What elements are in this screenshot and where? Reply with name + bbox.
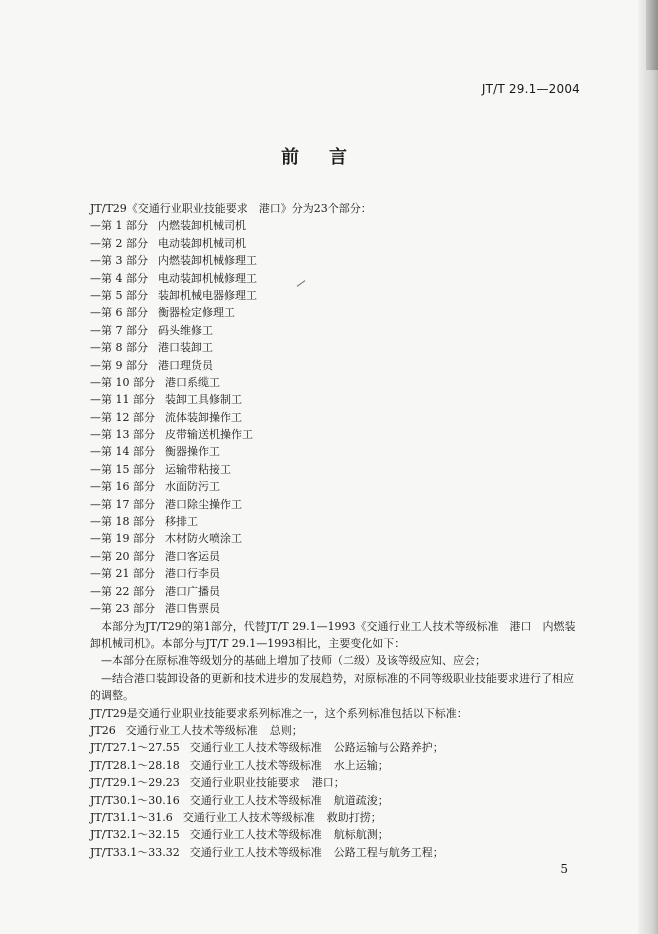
list-item	[90, 339, 580, 356]
scan-corner-shadow	[646, 0, 658, 70]
list-item	[90, 600, 580, 617]
standard-subject: 航标航测；	[333, 828, 389, 842]
standard-title: 交通行业工人技术等级标准	[189, 845, 322, 859]
list-item	[90, 548, 580, 565]
part-number: —第 21 部分	[90, 567, 155, 581]
standard-title: 交通行业职业技能要求	[189, 776, 300, 790]
list-item	[90, 287, 580, 304]
part-title: 皮带输送机操作工	[165, 428, 253, 442]
list-item	[90, 409, 580, 426]
part-number: —第 13 部分	[90, 428, 155, 442]
part-title: 运输带粘接工	[165, 462, 231, 476]
list-item	[90, 530, 580, 547]
standard-code: JT/T30.1～30.16	[90, 793, 180, 807]
part-number: —第 22 部分	[90, 584, 155, 598]
part-number: —第 11 部分	[90, 393, 155, 407]
part-number: —第 20 部分	[90, 549, 155, 563]
part-number: —第 16 部分	[90, 480, 155, 494]
standards-list	[90, 722, 580, 861]
scan-edge-shadow	[638, 0, 658, 934]
standard-code: JT/T33.1～33.32	[90, 845, 180, 859]
part-number: —第 17 部分	[90, 497, 155, 511]
list-item	[90, 270, 580, 287]
standard-subject: 公路工程与航务工程；	[333, 845, 444, 859]
standard-subject: 水上运输；	[333, 758, 389, 772]
replacement-paragraph: 本部分为JT/T29的第1部分，代替JT/T 29.1—1993《交通行业工人技术等级标准 港口 内燃装卸机械司机》。本部分与JT/T 29.1—1993相比，主要变化如下：	[90, 619, 576, 650]
list-item	[90, 757, 580, 774]
part-number: —第 6 部分	[90, 306, 148, 320]
page-title: 前言	[281, 147, 377, 168]
intro-paragraph	[90, 200, 580, 217]
list-item	[90, 722, 580, 739]
parts-list	[90, 217, 580, 617]
list-item	[90, 478, 580, 495]
part-title: 港口装卸工	[158, 341, 213, 355]
standard-title: 交通行业工人技术等级标准	[125, 724, 258, 737]
list-item	[90, 357, 580, 374]
page-number: 5	[560, 862, 568, 876]
part-title: 木材防火喷涂工	[165, 532, 242, 546]
part-title: 移排工	[165, 515, 198, 529]
series-intro-paragraph: JT/T29是交通行业职业技能要求系列标准之一，这个系列标准包括以下标准：	[90, 706, 468, 720]
list-item	[90, 235, 580, 252]
document-code-header: JT/T 29.1—2004	[481, 82, 580, 96]
standard-code: JT/T29.1～29.23	[90, 776, 180, 790]
description-paragraphs	[90, 618, 580, 722]
standard-subject: 救助打捞；	[326, 810, 382, 824]
list-item	[90, 322, 580, 339]
standard-title: 交通行业工人技术等级标准	[189, 741, 322, 755]
part-number: —第 14 部分	[90, 445, 155, 459]
standard-code: JT/T28.1～28.18	[90, 758, 180, 772]
list-item	[90, 739, 580, 756]
change-item: —结合港口装卸设备的更新和技术进步的发展趋势，对原标准的不同等级职业技能要求进行了相应的调整。	[90, 671, 574, 703]
part-number: —第 19 部分	[90, 532, 155, 546]
list-item	[90, 809, 580, 826]
list-item	[90, 217, 580, 234]
list-item	[90, 374, 580, 391]
standard-code: JT26	[90, 724, 116, 737]
part-title: 装卸工具修制工	[165, 393, 242, 407]
list-item	[90, 426, 580, 443]
standard-title: 交通行业工人技术等级标准	[189, 758, 322, 772]
part-title: 港口客运员	[165, 549, 220, 563]
list-item	[90, 774, 580, 791]
part-title: 内燃装卸机械司机	[158, 219, 246, 233]
intro-line: JT/T29《交通行业职业技能要求 港口》分为23个部分：	[90, 202, 372, 215]
part-title: 港口广播员	[165, 584, 220, 598]
list-item	[90, 496, 580, 513]
list-item	[90, 461, 580, 478]
standard-code: JT/T31.1～31.6	[90, 810, 173, 824]
list-item	[90, 304, 580, 321]
part-title: 电动装卸机械修理工	[158, 271, 257, 285]
standard-title: 交通行业工人技术等级标准	[189, 793, 322, 807]
list-item	[90, 792, 580, 809]
part-title: 装卸机械电器修理工	[158, 288, 257, 302]
part-number: —第 7 部分	[90, 323, 148, 337]
standard-code: JT/T27.1～27.55	[90, 741, 180, 755]
part-title: 水面防污工	[165, 480, 220, 494]
standard-subject: 公路运输与公路养护；	[333, 741, 444, 755]
part-title: 电动装卸机械司机	[158, 236, 246, 250]
list-item	[90, 513, 580, 530]
list-item	[90, 565, 580, 582]
part-title: 港口系缆工	[165, 375, 220, 389]
part-number: —第 2 部分	[90, 236, 148, 250]
list-item	[90, 391, 580, 408]
part-number: —第 9 部分	[90, 358, 148, 372]
part-title: 码头维修工	[158, 323, 213, 337]
list-item	[90, 583, 580, 600]
part-number: —第 3 部分	[90, 254, 148, 268]
standard-subject: 港口；	[311, 776, 345, 790]
standard-code: JT/T32.1～32.15	[90, 828, 180, 842]
part-title: 港口行李员	[165, 567, 220, 581]
part-title: 港口售票员	[165, 601, 220, 615]
list-item	[90, 252, 580, 269]
list-item	[90, 826, 580, 843]
part-title: 港口除尘操作工	[165, 497, 242, 511]
part-number: —第 4 部分	[90, 271, 148, 285]
part-title: 内燃装卸机械修理工	[158, 254, 257, 268]
list-item	[90, 844, 580, 861]
standard-title: 交通行业工人技术等级标准	[182, 810, 315, 824]
part-number: —第 12 部分	[90, 410, 155, 424]
part-number: —第 23 部分	[90, 601, 155, 615]
part-number: —第 5 部分	[90, 288, 148, 302]
part-title: 流体装卸操作工	[165, 410, 242, 424]
part-number: —第 15 部分	[90, 462, 155, 476]
part-number: —第 18 部分	[90, 515, 155, 529]
standard-subject: 航道疏浚；	[333, 793, 389, 807]
part-number: —第 10 部分	[90, 375, 155, 389]
standard-subject: 总则；	[269, 724, 303, 737]
change-item: —本部分在原标准等级划分的基础上增加了技师（二级）及该等级应知、应会；	[101, 654, 486, 668]
part-number: —第 1 部分	[90, 219, 148, 233]
part-title: 港口理货员	[158, 358, 213, 372]
part-title: 衡器操作工	[165, 445, 220, 459]
part-number: —第 8 部分	[90, 341, 148, 355]
part-title: 衡器检定修理工	[158, 306, 235, 320]
list-item	[90, 443, 580, 460]
standard-title: 交通行业工人技术等级标准	[189, 828, 322, 842]
